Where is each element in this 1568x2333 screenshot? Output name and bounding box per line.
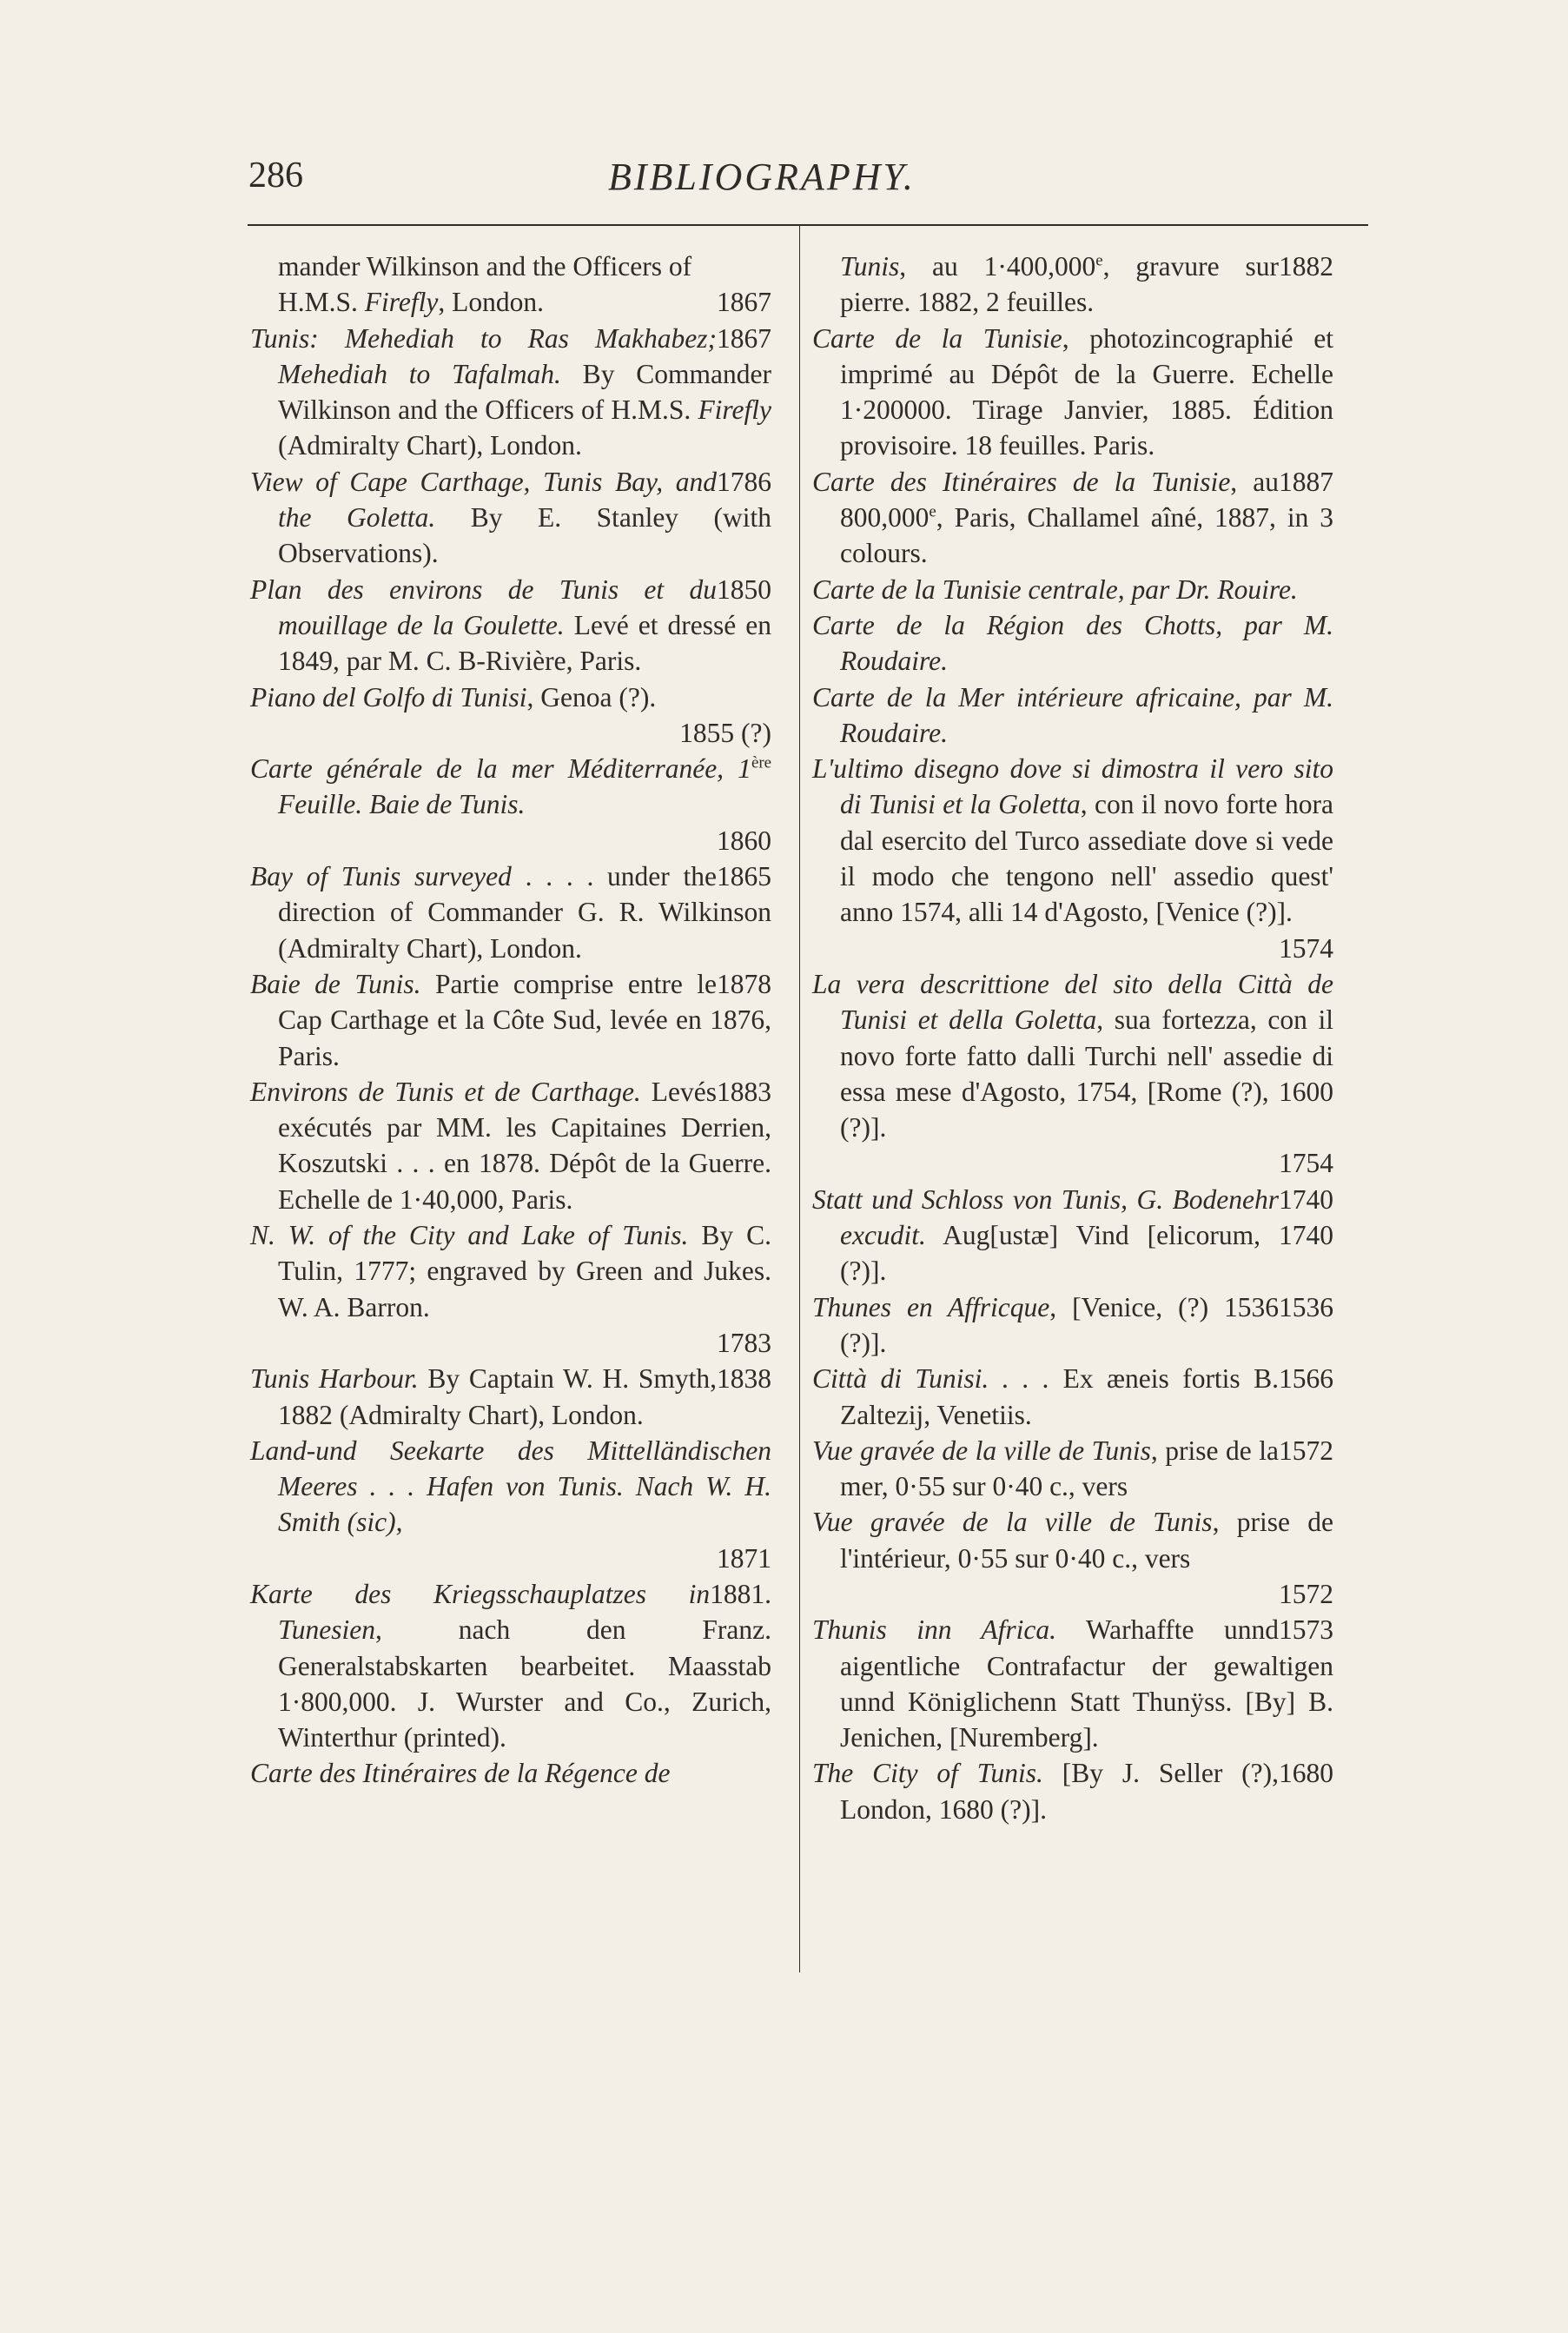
right-column bbox=[812, 249, 1333, 1827]
entry-title: La vera descrittione del sito della Città de Tunisi et della Goletta bbox=[812, 968, 1333, 1036]
entry-text: , Paris, Challamel aîné, 1887, in 3 colours. bbox=[840, 502, 1333, 569]
entry-title: The City of Tunis. bbox=[812, 1758, 1043, 1789]
entry-text: , sua fortezza, con il novo forte fatto dalli Turchi nell' assedie di essa mese d'Agosto, 1754, [Rome (?), 1600 (?)]. bbox=[840, 1004, 1333, 1143]
entry-text: Levés exécutés par MM. les Capitaines Derrien, Koszutski . . . en 1878. Dépôt de la Guerre. Echelle de 1·40,000, Paris. bbox=[278, 1076, 771, 1215]
entry-date: 1566 bbox=[1279, 1363, 1333, 1395]
entry-text: , gravure sur pierre. 1882, 2 feuilles. bbox=[840, 251, 1279, 318]
bibliography-entry bbox=[250, 1074, 771, 1217]
bibliography-entry bbox=[812, 249, 1333, 321]
entry-date: 1881. bbox=[710, 1578, 771, 1609]
entry-date: 1536 bbox=[1279, 1291, 1333, 1322]
bibliography-entry bbox=[812, 1182, 1333, 1289]
bibliography-entry bbox=[250, 249, 771, 321]
entry-title: Carte de la Tunisie centrale, par Dr. Rouire. bbox=[812, 573, 1298, 605]
entry-title: Thunis inn Africa. bbox=[812, 1614, 1057, 1646]
bibliography-entry bbox=[250, 464, 771, 572]
entry-date: 1882 bbox=[1279, 251, 1333, 282]
superscript: e bbox=[1095, 251, 1103, 270]
entry-text: , London. bbox=[438, 287, 544, 318]
entry-date: 1871 bbox=[717, 1542, 771, 1574]
bibliography-entry bbox=[812, 966, 1333, 1182]
entry-text: (Admiralty Chart), London. bbox=[278, 430, 582, 461]
entry-title: Carte de la Mer intérieure africaine, par M. Roudaire. bbox=[812, 681, 1333, 748]
bibliography-entry bbox=[812, 572, 1333, 607]
bibliography-entry bbox=[812, 1612, 1333, 1755]
entry-date: 1865 bbox=[717, 861, 771, 892]
entry-title: Tunis Harbour. bbox=[250, 1363, 419, 1395]
header-rule bbox=[248, 224, 1368, 226]
entry-date: 1786 bbox=[717, 466, 771, 497]
bibliography-entry bbox=[812, 751, 1333, 966]
column-divider bbox=[799, 226, 800, 1972]
entry-title: Carte de la Région des Chotts, par M. Roudaire. bbox=[812, 609, 1333, 677]
left-column bbox=[250, 249, 771, 1792]
entry-date: 1855 (?) bbox=[679, 717, 771, 748]
entry-text: H.M.S. bbox=[278, 287, 365, 318]
entry-title: Land-und Seekarte des Mittelländischen Meeres . . . Hafen von Tunis. Nach W. H. Smith (sic), bbox=[250, 1435, 771, 1538]
bibliography-entry bbox=[812, 679, 1333, 752]
page-header bbox=[0, 0, 1568, 209]
entry-title: Carte de la Tunisie bbox=[812, 322, 1062, 354]
entry-title: Firefly bbox=[698, 394, 771, 426]
entry-text: , con il novo forte hora dal esercito del Turco assediate dove si vede il modo che tengono nell' assedio quest' anno 1574, alli 14 d'Agosto, [Venice (?)]. bbox=[840, 789, 1333, 928]
entry-text: Aug[ustæ] Vind [elicorum, 1740 (?)]. bbox=[840, 1220, 1333, 1287]
entry-title: Tunis bbox=[840, 251, 900, 282]
entry-text: , au 1·400,000 bbox=[899, 251, 1096, 282]
entry-title: Statt und Schloss von Tunis, G. Bodenehr excudit. bbox=[812, 1183, 1279, 1251]
bibliography-entry bbox=[250, 679, 771, 752]
entry-date: 1572 bbox=[1279, 1578, 1333, 1609]
entry-text: mander Wilkinson and the Officers of bbox=[278, 251, 692, 282]
entry-date: 1838 bbox=[717, 1363, 771, 1395]
entry-title: Piano del Golfo di Tunisi bbox=[250, 681, 527, 712]
entry-title: Karte des Kriegsschauplatzes in Tunesien bbox=[250, 1578, 711, 1646]
entry-date: 1867 bbox=[717, 322, 771, 354]
entry-date: 1740 bbox=[1279, 1183, 1333, 1215]
entry-text: Partie comprise entre le Cap Carthage et la Côte Sud, levée en 1876, Paris. bbox=[278, 968, 771, 1071]
entry-title: Vue gravée de la ville de Tunis bbox=[812, 1507, 1213, 1538]
entry-text: Warhaffte unnd aigentliche Contrafactur der gewaltigen unnd Königlichenn Statt Thunÿss. [By] B. Jenichen, [Nuremberg]. bbox=[840, 1614, 1333, 1753]
entry-text: , photozincographié et imprimé au Dépôt de la Guerre. Echelle 1·200000. Tirage Janvier, 1885. Édition provisoire. 18 feuilles. Paris. bbox=[840, 322, 1333, 461]
entry-date: 1850 bbox=[717, 573, 771, 605]
entry-title: Firefly bbox=[364, 287, 439, 318]
entry-date: 1754 bbox=[1279, 1148, 1333, 1179]
entry-text: , [Venice, (?) 1536 (?)]. bbox=[840, 1291, 1280, 1358]
superscript: ère bbox=[751, 753, 771, 772]
entry-title: Vue gravée de la ville de Tunis bbox=[812, 1435, 1151, 1466]
bibliography-entry bbox=[250, 572, 771, 679]
bibliography-entry bbox=[250, 1217, 771, 1361]
bibliography-entry bbox=[812, 321, 1333, 464]
entry-text: , nach den Franz. Generalstabskarten bearbeitet. Maasstab 1·800,000. J. Wurster and Co., Zurich, Winterthur (printed). bbox=[278, 1614, 771, 1753]
entry-text: By Commander Wilkinson and the Officers of H.M.S. bbox=[278, 358, 771, 426]
entry-text: By E. Stanley (with Observations). bbox=[278, 502, 772, 569]
entry-title: Thunes en Affricque bbox=[812, 1291, 1050, 1322]
entry-text: By C. Tulin, 1777; engraved by Green and Jukes. W. A. Barron. bbox=[278, 1220, 771, 1322]
bibliography-entry bbox=[812, 607, 1333, 679]
entry-title: Città di Tunisi. . . . bbox=[812, 1363, 1050, 1395]
entry-text: , prise de la mer, 0·55 sur 0·40 c., vers bbox=[840, 1435, 1279, 1502]
bibliography-entry bbox=[250, 858, 771, 966]
entry-date: 1783 bbox=[717, 1327, 771, 1358]
entry-title: Bay of Tunis surveyed bbox=[250, 861, 512, 892]
bibliography-entry bbox=[812, 1289, 1333, 1362]
bibliography-entry bbox=[250, 1755, 771, 1791]
entry-date: 1680 bbox=[1279, 1758, 1333, 1789]
entry-title: Feuille. Baie de Tunis. bbox=[278, 789, 526, 820]
running-title: BIBLIOGRAPHY. bbox=[608, 156, 916, 198]
entry-title: Environs de Tunis et de Carthage. bbox=[250, 1076, 641, 1107]
entry-title: N. W. of the City and Lake of Tunis. bbox=[250, 1220, 689, 1251]
entry-text: By Captain W. H. Smyth, 1882 (Admiralty Chart), London. bbox=[278, 1363, 717, 1430]
entry-title: Tunis: Mehediah to Ras Makhabez; Mehediah to Tafalmah. bbox=[250, 322, 717, 389]
entry-title: Baie de Tunis. bbox=[250, 968, 421, 999]
bibliography-entry bbox=[812, 464, 1333, 572]
entry-title: Carte générale de la mer Méditerranée, 1 bbox=[250, 753, 751, 785]
entry-text: [By J. Seller (?), London, 1680 (?)]. bbox=[840, 1758, 1279, 1825]
entry-date: 1573 bbox=[1279, 1614, 1333, 1646]
entry-date: 1867 bbox=[717, 287, 771, 318]
page-number: 286 bbox=[248, 156, 303, 196]
bibliography-entry bbox=[812, 1361, 1333, 1433]
entry-text: , au 800,000 bbox=[840, 466, 1279, 534]
bibliography-entry bbox=[250, 1576, 771, 1755]
entry-title: Carte des Itinéraires de la Tunisie bbox=[812, 466, 1231, 497]
bibliography-entry bbox=[812, 1755, 1333, 1827]
bibliography-entry bbox=[812, 1433, 1333, 1505]
entry-date: 1574 bbox=[1279, 932, 1333, 964]
entry-text: Ex æneis fortis B. Zaltezij, Venetiis. bbox=[840, 1363, 1280, 1430]
entry-text: , prise de l'intérieur, 0·55 sur 0·40 c., vers bbox=[840, 1507, 1334, 1574]
bibliography-entry bbox=[250, 1433, 771, 1576]
bibliography-entry bbox=[812, 1504, 1333, 1612]
entry-title: Carte des Itinéraires de la Régence de bbox=[250, 1758, 671, 1789]
entry-date: 1883 bbox=[717, 1076, 771, 1107]
bibliography-entry bbox=[250, 966, 771, 1074]
entry-title: L'ultimo disegno dove si dimostra il vero sito di Tunisi et la Goletta bbox=[812, 753, 1333, 820]
bibliography-entry bbox=[250, 321, 771, 464]
bibliography-entry bbox=[250, 751, 771, 858]
entry-text: , Genoa (?). bbox=[526, 681, 657, 712]
entry-date: 1887 bbox=[1279, 466, 1333, 497]
superscript: e bbox=[929, 502, 936, 521]
entry-title: Plan des environs de Tunis et du mouillage de la Goulette. bbox=[250, 573, 717, 640]
entry-title: View of Cape Carthage, Tunis Bay, and the Goletta. bbox=[250, 466, 717, 534]
entry-text: Levé et dressé en 1849, par M. C. B-Rivière, Paris. bbox=[278, 609, 771, 677]
bibliography-entry bbox=[250, 1361, 771, 1433]
entry-date: 1572 bbox=[1279, 1435, 1333, 1466]
entry-date: 1878 bbox=[717, 968, 771, 999]
entry-date: 1860 bbox=[717, 825, 771, 856]
entry-text: . . . . under the direction of Commander G. R. Wilkinson (Admiralty Chart), London. bbox=[278, 861, 771, 964]
